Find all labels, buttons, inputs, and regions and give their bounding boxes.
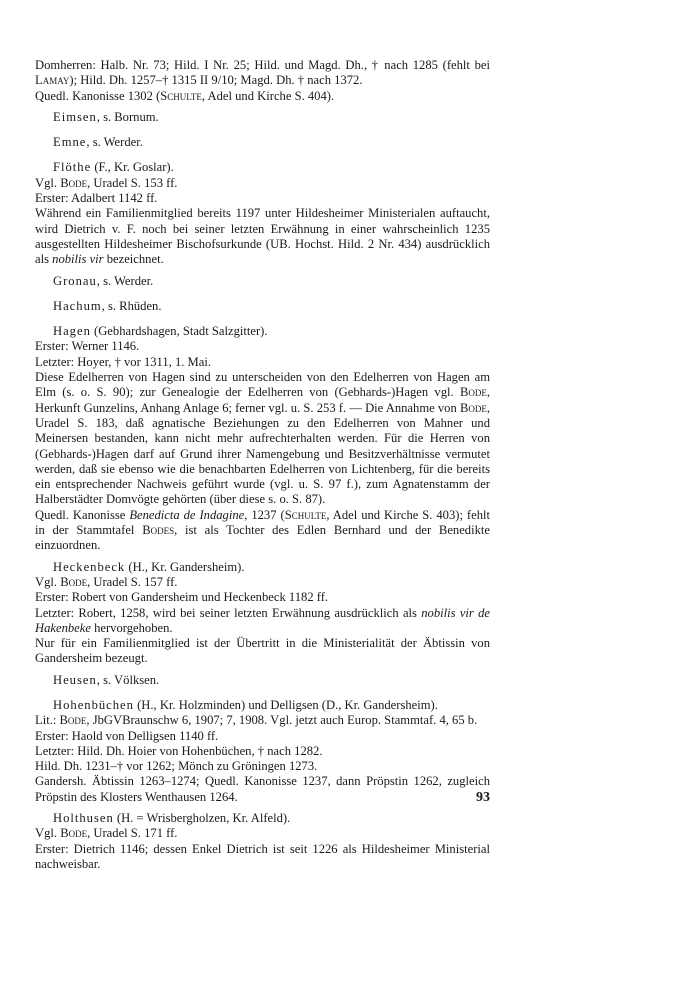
entry-text: Erster: Dietrich 1146; dessen Enkel Dietrich ist seit 1226 als Hildesheimer Ministerial nachweisbar.	[35, 841, 490, 871]
entry-heusen: Heusen, s. Völksen.	[53, 672, 160, 687]
entry-holthusen	[35, 811, 490, 872]
entry-hagen	[35, 324, 490, 553]
entry-line: Erster: Adalbert 1142 ff.	[35, 191, 158, 206]
entry-line: Vgl. Bode, Uradel S. 157 ff.	[35, 574, 178, 589]
entry-heckenbeck	[35, 560, 490, 667]
entry-line: Lit.: Bode, JbGVBraunschw 6, 1907; 7, 1908. Vgl. jetzt auch Europ. Stammtaf. 4, 65 b.	[35, 713, 478, 728]
entry-line: Hild. Dh. 1231–† vor 1262; Mönch zu Gröningen 1273.	[35, 759, 318, 774]
page-number: 93	[476, 790, 490, 805]
intro-block	[35, 58, 490, 104]
entry-line: Erster: Robert von Gandersheim und Heckenbeck 1182 ff.	[35, 590, 329, 605]
entry-text: Gandersh. Äbtissin 1263–1274; Quedl. Kanonisse 1237, dann Pröpstin 1262, zugleich Pröpstin des Klosters Wenthausen 1264.	[35, 774, 490, 804]
entry-text: Letzter: Robert, 1258, wird bei seiner letzten Erwähnung ausdrücklich als nobilis vir de Hakenbeke hervorgehoben.	[35, 605, 490, 635]
entry-heading: Flöthe (F., Kr. Goslar).	[53, 160, 174, 175]
intro-line: Quedl. Kanonisse 1302 (Schulte, Adel und Kirche S. 404).	[35, 88, 335, 103]
page-text	[35, 58, 490, 878]
entry-floethe	[35, 160, 490, 267]
entry-heading: Heckenbeck (H., Kr. Gandersheim).	[53, 559, 245, 574]
entry-text: Diese Edelherren von Hagen sind zu unterscheiden von den Edelherren von Hagen am Elm (s. o. S. 90); zur Genealogie der Edelherren von (Gebhards-)Hagen vgl. Bode, Herkunft Gunzelins, Anhang Anlage 6; ferner vgl. u. S. 253 f. — Die Annahme von Bode, Uradel S. 183, daß agnatische Beziehungen zu den Edelherren von Mahner und Meinersen bestanden, kann nicht mehr aufrechterhalten werden. Für die Herren von (Gebhards-)Hagen darf auf Grund ihrer Namengebung und Besitzverhältnisse vermutet werden, daß sie ebenso wie die benachbarten Edelherren von Lichtenberg, für die bereits ein entsprechender Nachweis geführt wurde (vgl. u. S. 97 f.), zum Agnatenstamm der Halberstädter Domvögte gehörten (über diese s. o. S. 87).	[35, 370, 490, 507]
entry-emne: Emne, s. Werder.	[53, 135, 143, 150]
entry-gronau: Gronau, s. Werder.	[53, 273, 154, 288]
entry-text: Nur für ein Familienmitglied ist der Übertritt in die Ministerialität der Äbtissin von Gandersheim bezeugt.	[35, 636, 490, 666]
entry-eimsen: Eimsen, s. Bornum.	[53, 109, 159, 124]
entry-line: Letzter: Hild. Dh. Hoier von Hohenbüchen, † nach 1282.	[35, 743, 323, 758]
entry-line: Vgl. Bode, Uradel S. 153 ff.	[35, 175, 178, 190]
entry-line: Letzter: Hoyer, † vor 1311, 1. Mai.	[35, 354, 211, 369]
entry-heading: Hagen (Gebhardshagen, Stadt Salzgitter).	[53, 324, 268, 339]
entry-text: Während ein Familienmitglied bereits 1197 unter Hildesheimer Ministerialen auftaucht, wird Dietrich v. F. noch bei seiner letzten Erwähnung in einer wahrscheinlich 1235 ausgestellten Hildesheimer Bischofsurkunde (UB. Hochst. Hild. 2 Nr. 434) ausdrücklich als nobilis vir bezeichnet.	[35, 206, 490, 267]
entry-line: Erster: Haold von Delligsen 1140 ff.	[35, 728, 219, 743]
entry-heading: Hohenbüchen (H., Kr. Holzminden) und Delligsen (D., Kr. Gandersheim).	[53, 697, 438, 712]
intro-line: Domherren: Halb. Nr. 73; Hild. I Nr. 25; Hild. und Magd. Dh., † nach 1285 (fehlt bei Lamay); Hild. Dh. 1257–† 1315 II 9/10; Magd. Dh. † nach 1372.	[35, 58, 490, 88]
entry-line: Vgl. Bode, Uradel S. 171 ff.	[35, 826, 178, 841]
entry-hohenbuechen	[35, 698, 490, 805]
entry-hachum: Hachum, s. Rhüden.	[53, 298, 162, 313]
entry-text: Quedl. Kanonisse Benedicta de Indagine, 1237 (Schulte, Adel und Kirche S. 403); fehlt in der Stammtafel Bodes, ist als Tochter des Edlen Bernhard und der Benedikte einzuordnen.	[35, 507, 491, 553]
entry-heading: Holthusen (H. = Wrisbergholzen, Kr. Alfeld).	[53, 811, 291, 826]
entry-line: Erster: Werner 1146.	[35, 339, 140, 354]
